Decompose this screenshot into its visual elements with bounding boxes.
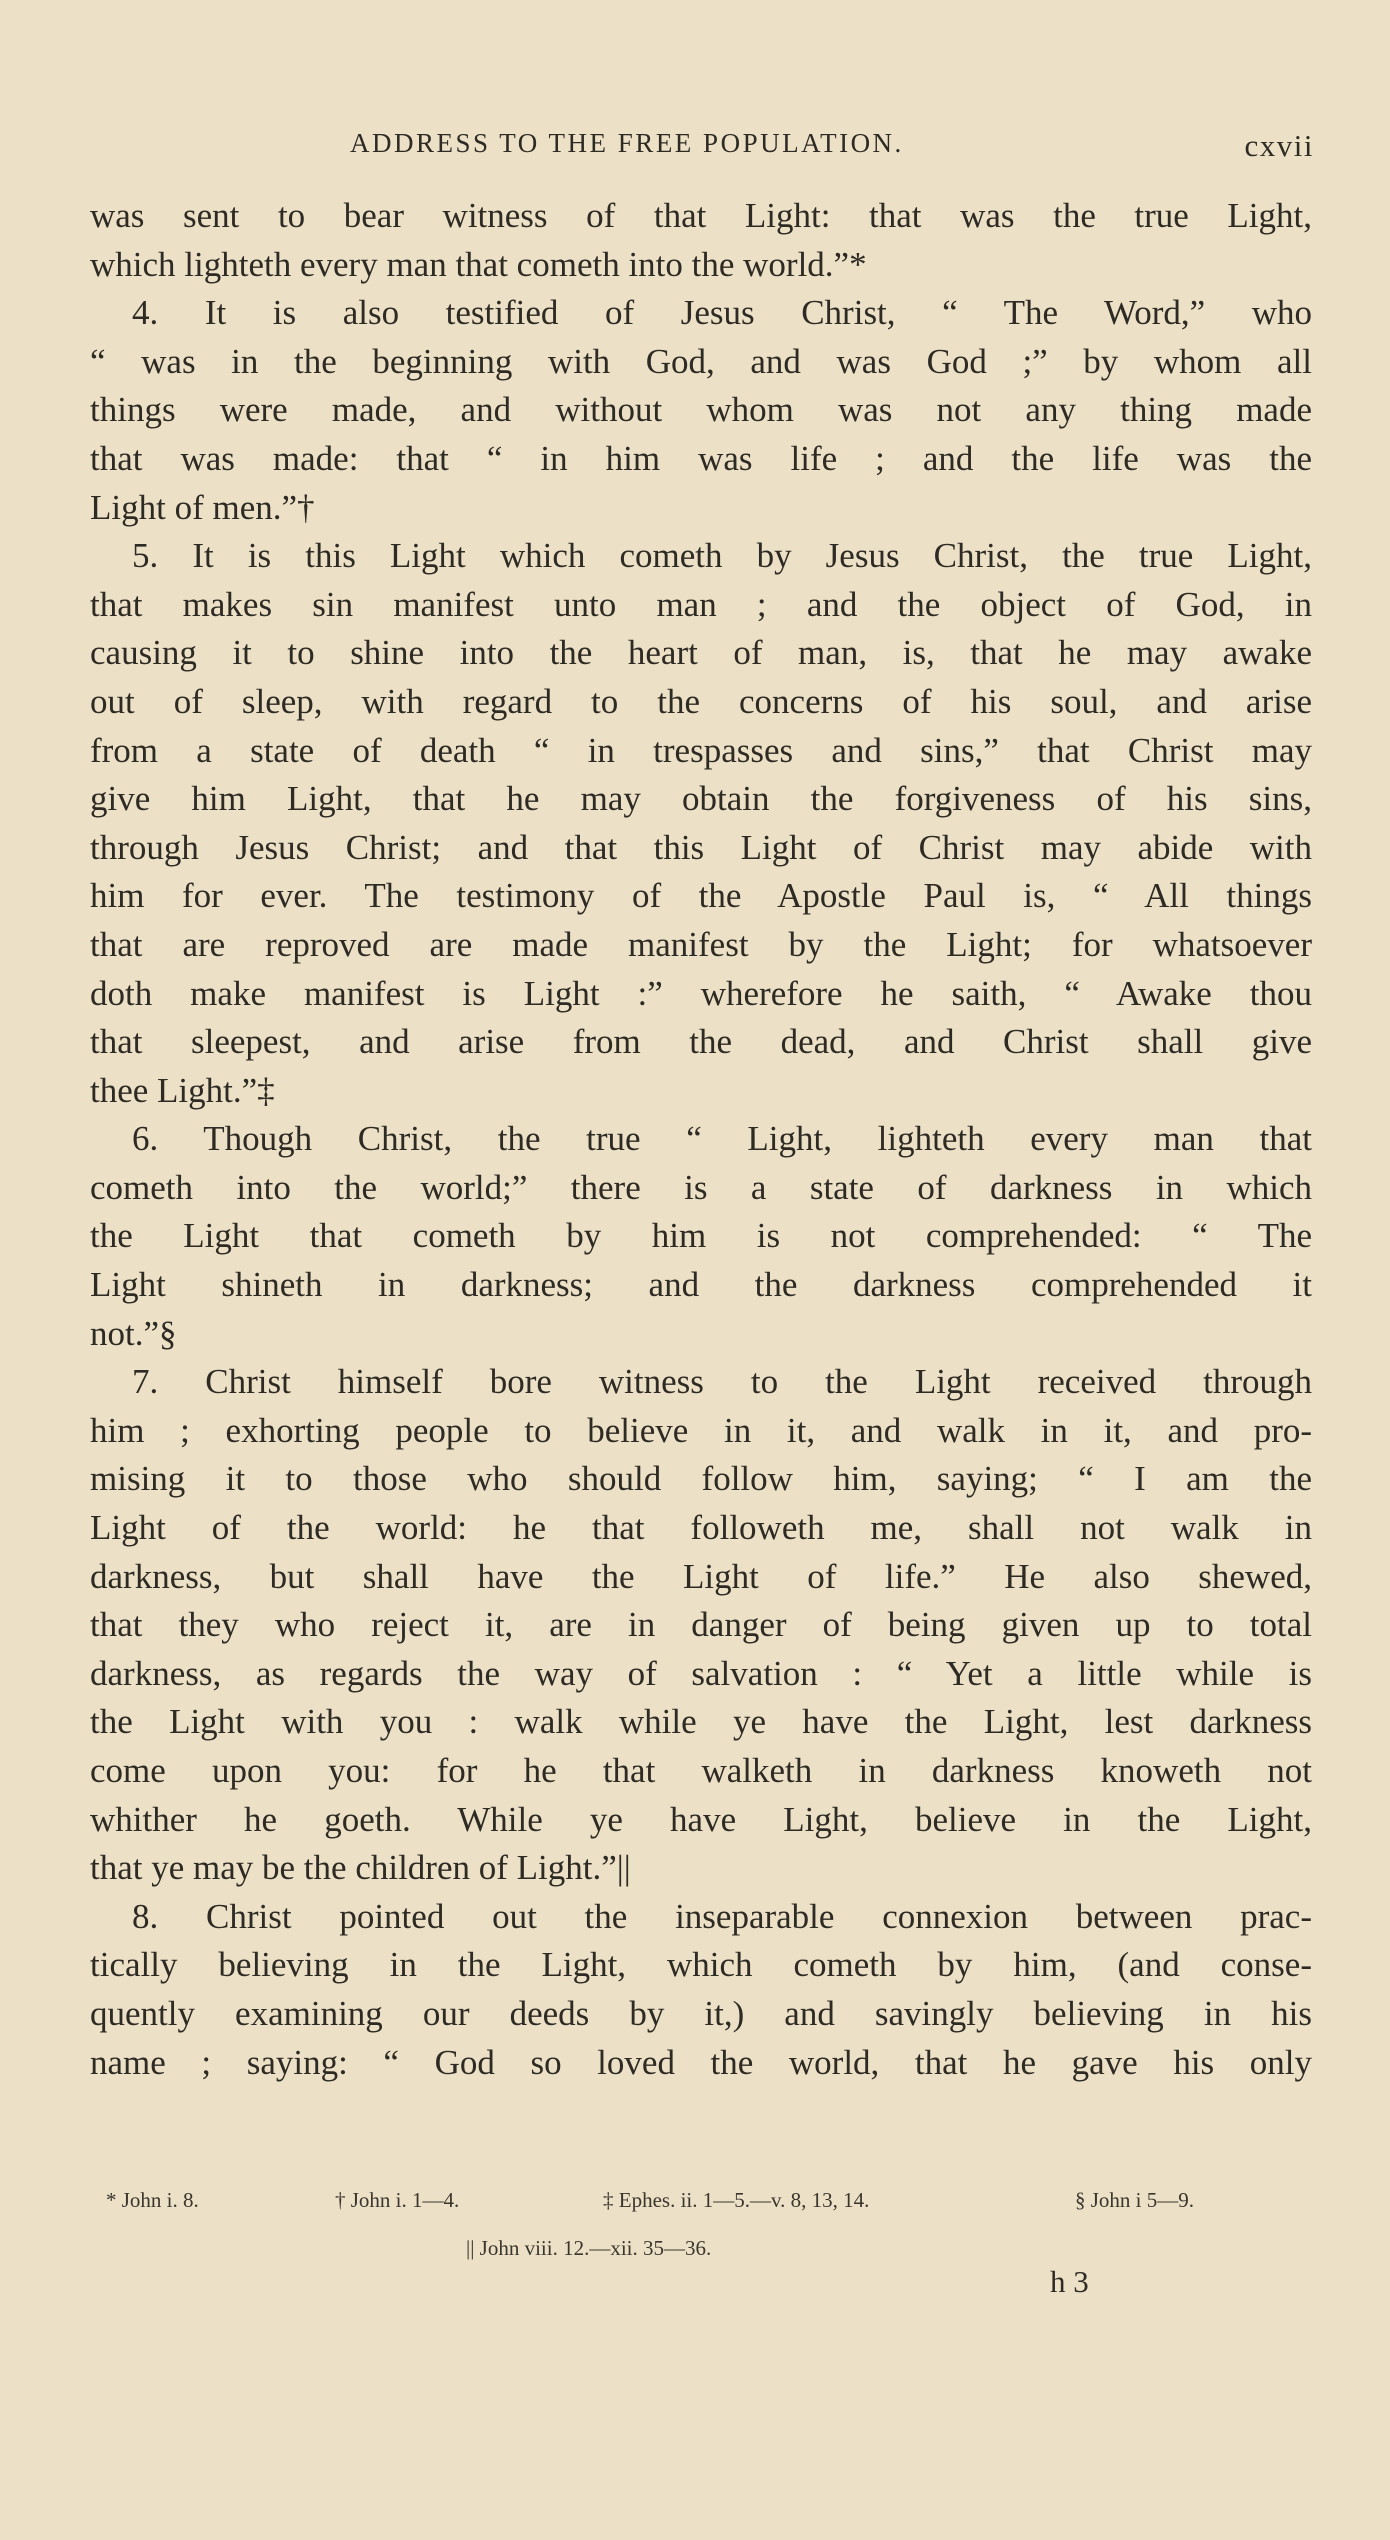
running-head	[90, 128, 1312, 168]
footnote-john-i-5-9: § John i 5—9.	[1075, 2188, 1195, 2212]
footnote-john-i-1-4: † John i. 1—4.	[335, 2188, 460, 2212]
footnote-john-i-8: * John i. 8.	[106, 2188, 199, 2212]
text-line: whither he goeth. While ye have Light, believe in the Light,	[90, 1799, 1312, 1839]
page-number: cxvii	[1244, 128, 1314, 163]
text-line: the Light that cometh by him is not comprehended: “ The	[90, 1216, 1312, 1256]
text-line: things were made, and without whom was not any thing made	[90, 390, 1312, 430]
text-line: that ye may be the children of Light.”||	[90, 1848, 631, 1888]
body-text	[90, 192, 1312, 2087]
text-line: “ was in the beginning with God, and was God ;” by whom all	[90, 341, 1312, 381]
text-line: causing it to shine into the heart of man, is, that he may awake	[90, 633, 1312, 673]
text-line: quently examining our deeds by it,) and savingly believing in his	[90, 1993, 1312, 2033]
footnote-row	[90, 2236, 1312, 2272]
signature-mark: h 3	[1050, 2264, 1089, 2299]
text-line: Light shineth in darkness; and the darkness comprehended it	[90, 1265, 1312, 1305]
text-line: from a state of death “ in trespasses and sins,” that Christ may	[90, 730, 1312, 770]
text-line: the Light with you : walk while ye have the Light, lest darkness	[90, 1702, 1312, 1742]
footnote-row	[90, 2188, 1312, 2224]
text-line: come upon you: for he that walketh in darkness knoweth not	[90, 1751, 1312, 1790]
text-line: not.”§	[90, 1313, 177, 1353]
paragraph-6-start: 6. Though Christ, the true “ Light, lighteth every man that	[132, 1119, 1312, 1159]
text-line: through Jesus Christ; and that this Light of Christ may abide with	[90, 827, 1312, 867]
text-line: cometh into the world;” there is a state of darkness in which	[90, 1167, 1312, 1207]
text-line: was sent to bear witness of that Light: that was the true Light,	[90, 196, 1312, 235]
text-line: him ; exhorting people to believe in it, and walk in it, and pro-	[90, 1410, 1312, 1450]
text-line: that sleepest, and arise from the dead, and Christ shall give	[90, 1022, 1312, 1062]
text-line: Light of men.”†	[90, 487, 315, 527]
text-line: darkness, but shall have the Light of life.” He also shewed,	[90, 1556, 1312, 1596]
text-line: him for ever. The testimony of the Apostle Paul is, “ All things	[90, 876, 1312, 916]
paragraph-7-start: 7. Christ himself bore witness to the Light received through	[132, 1362, 1312, 1402]
text-line: name ; saying: “ God so loved the world, that he gave his only	[90, 2042, 1312, 2082]
text-line: which lighteth every man that cometh into the world.”*	[90, 244, 867, 284]
text-line: that was made: that “ in him was life ; and the life was the	[90, 438, 1312, 478]
text-line: that makes sin manifest unto man ; and the object of God, in	[90, 584, 1312, 624]
text-line: thee Light.”‡	[90, 1070, 275, 1110]
running-title: ADDRESS TO THE FREE POPULATION.	[350, 128, 904, 158]
text-line: doth make manifest is Light :” wherefore he saith, “ Awake thou	[90, 973, 1312, 1013]
paragraph-4-start: 4. It is also testified of Jesus Christ, “ The Word,” who	[132, 293, 1312, 333]
text-line: darkness, as regards the way of salvation : “ Yet a little while is	[90, 1653, 1312, 1693]
text-line: that are reproved are made manifest by the Light; for whatsoever	[90, 924, 1312, 964]
text-line: Light of the world: he that followeth me, shall not walk in	[90, 1508, 1312, 1548]
footnote-john-viii: || John viii. 12.—xii. 35—36.	[466, 2236, 712, 2260]
text-line: mising it to those who should follow him, saying; “ I am the	[90, 1459, 1312, 1499]
text-line: out of sleep, with regard to the concerns of his soul, and arise	[90, 681, 1312, 721]
text-line: tically believing in the Light, which cometh by him, (and conse-	[90, 1945, 1312, 1985]
paragraph-5-start: 5. It is this Light which cometh by Jesus Christ, the true Light,	[132, 536, 1312, 576]
paragraph-8-start: 8. Christ pointed out the inseparable connexion between prac-	[132, 1896, 1312, 1936]
footnote-ephes: ‡ Ephes. ii. 1—5.—v. 8, 13, 14.	[603, 2188, 870, 2212]
footnotes	[90, 2188, 1312, 2272]
text-line: give him Light, that he may obtain the forgiveness of his sins,	[90, 779, 1312, 819]
text-line: that they who reject it, are in danger of being given up to total	[90, 1605, 1312, 1645]
